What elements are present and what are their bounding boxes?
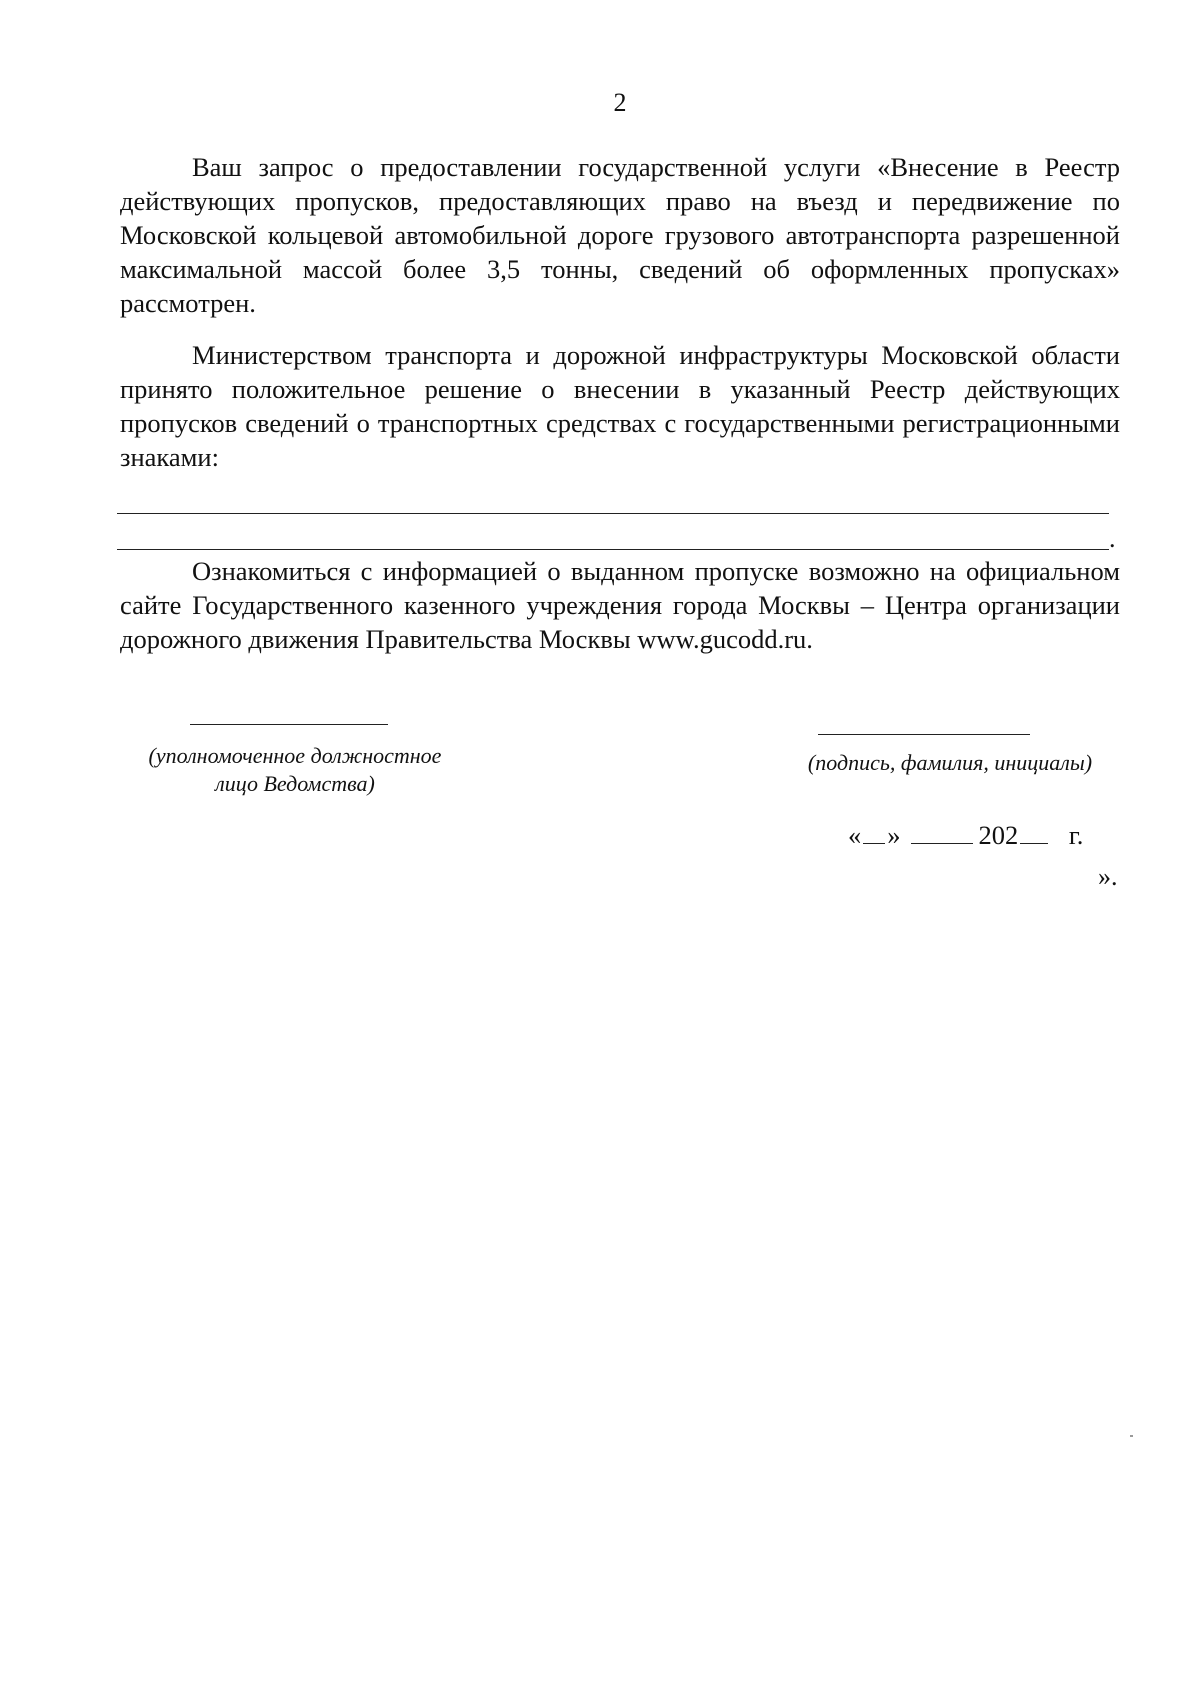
year-suffix: г. (1068, 820, 1084, 850)
registration-numbers-blank-line (117, 513, 1109, 514)
official-caption (120, 742, 470, 798)
year-blank (1020, 821, 1048, 844)
official-caption-line-2: лицо Ведомства) (215, 771, 375, 796)
signature-caption: (подпись, фамилия, инициалы) (807, 750, 1093, 775)
year-prefix: 202 (978, 820, 1019, 850)
blank-lines-period: . (1109, 524, 1116, 553)
day-blank (863, 821, 885, 844)
date-row (848, 818, 1083, 852)
page-number: 2 (613, 88, 627, 117)
date-open-quote: « (848, 820, 862, 850)
registration-numbers-blank-line (117, 549, 1109, 550)
official-caption-line-1: (уполномоченное должностное (148, 743, 442, 768)
paragraph-website-info: Ознакомиться с информацией о выданном пропуске возможно на официальном сайте Государственного казенного учреждения города Москвы – Центра организации дорожного движения Правительства Москвы www.gucodd.ru. (120, 556, 1120, 654)
paragraph-request-reviewed: Ваш запрос о предоставлении государственной услуги «Внесение в Реестр действующих пропусков, предоставляющих право на въезд и передвижение по Московской кольцевой автомобильной дороге грузового автотранспорта разрешенной максимальной массой более 3,5 тонны, сведений об оформленных пропусках» рассмотрен. (120, 152, 1120, 318)
signature-name-line (818, 734, 1030, 735)
scan-speck (1130, 1435, 1133, 1437)
date-close-quote: » (887, 820, 901, 850)
month-blank (911, 821, 973, 844)
paragraph-positive-decision: Министерством транспорта и дорожной инфраструктуры Московской области принято положительное решение о внесении в указанный Реестр действующих пропусков сведений о транспортных средствах с государственными регистрационными знаками: (120, 340, 1120, 472)
official-signature-line (190, 724, 388, 725)
closing-quote: ». (1098, 862, 1118, 891)
